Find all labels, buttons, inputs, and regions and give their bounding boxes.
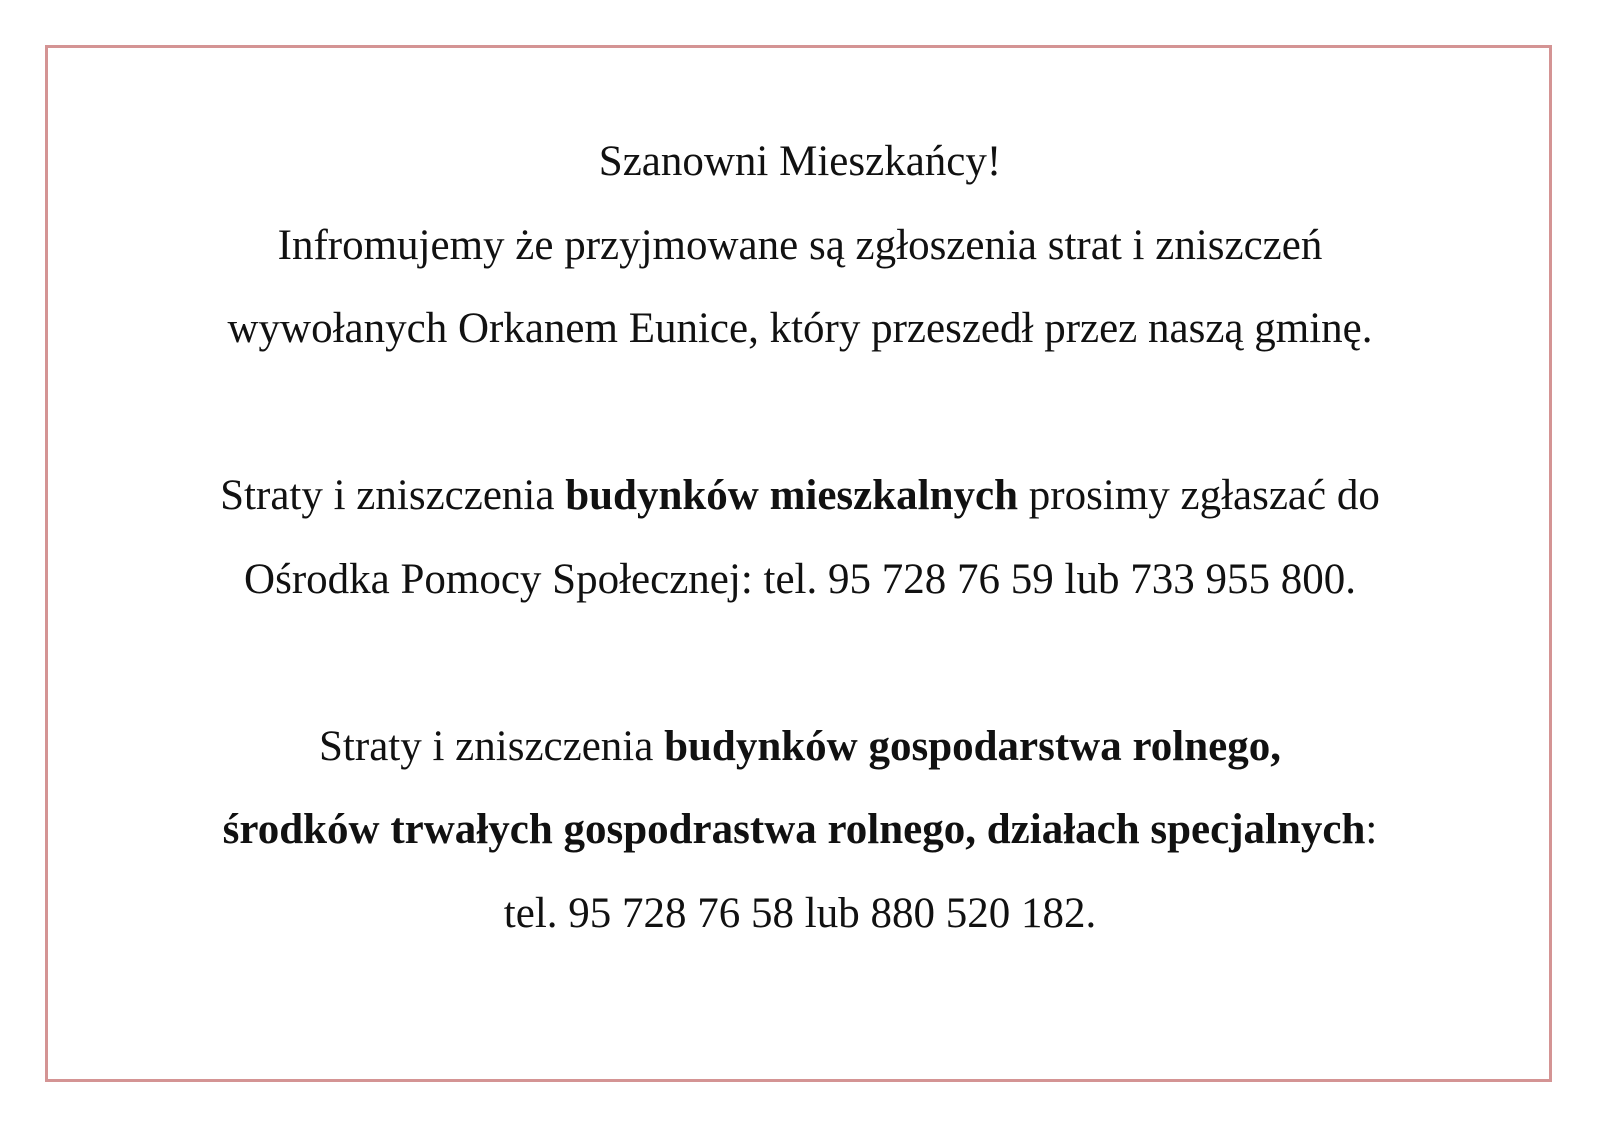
farm-colon: : bbox=[1365, 806, 1378, 853]
farm-line-3 bbox=[50, 888, 1550, 940]
farm-line-2 bbox=[50, 804, 1550, 856]
intro-line-2 bbox=[50, 303, 1550, 355]
farm-prefix: Straty i zniszczenia bbox=[319, 723, 665, 770]
residential-line-1 bbox=[50, 470, 1550, 522]
residential-bold-text: budynków mieszkalnych bbox=[565, 472, 1019, 519]
greeting-text: Szanowni Mieszkańcy! bbox=[598, 138, 1002, 185]
intro-text-1: Infromujemy że przyjmowane są zgłoszenia strat i zniszczeń bbox=[277, 222, 1323, 269]
farm-line-1 bbox=[50, 721, 1550, 773]
intro-text-2: wywołanych Orkanem Eunice, który przeszedł przez naszą gminę. bbox=[227, 305, 1373, 352]
residential-suffix: prosimy zgłaszać do bbox=[1018, 472, 1380, 519]
greeting-line bbox=[50, 136, 1550, 188]
farm-bold-text-2: środków trwałych gospodrastwa rolnego, działach specjalnych bbox=[222, 806, 1366, 853]
farm-phone-text: tel. 95 728 76 58 lub 880 520 182. bbox=[503, 890, 1097, 937]
residential-line-2 bbox=[50, 554, 1550, 606]
farm-bold-text-1: budynków gospodarstwa rolnego, bbox=[664, 723, 1281, 770]
residential-prefix: Straty i zniszczenia bbox=[220, 472, 566, 519]
intro-line-1 bbox=[50, 220, 1550, 272]
residential-contact-text: Ośrodka Pomocy Społecznej: tel. 95 728 76 59 lub 733 955 800. bbox=[244, 556, 1356, 603]
